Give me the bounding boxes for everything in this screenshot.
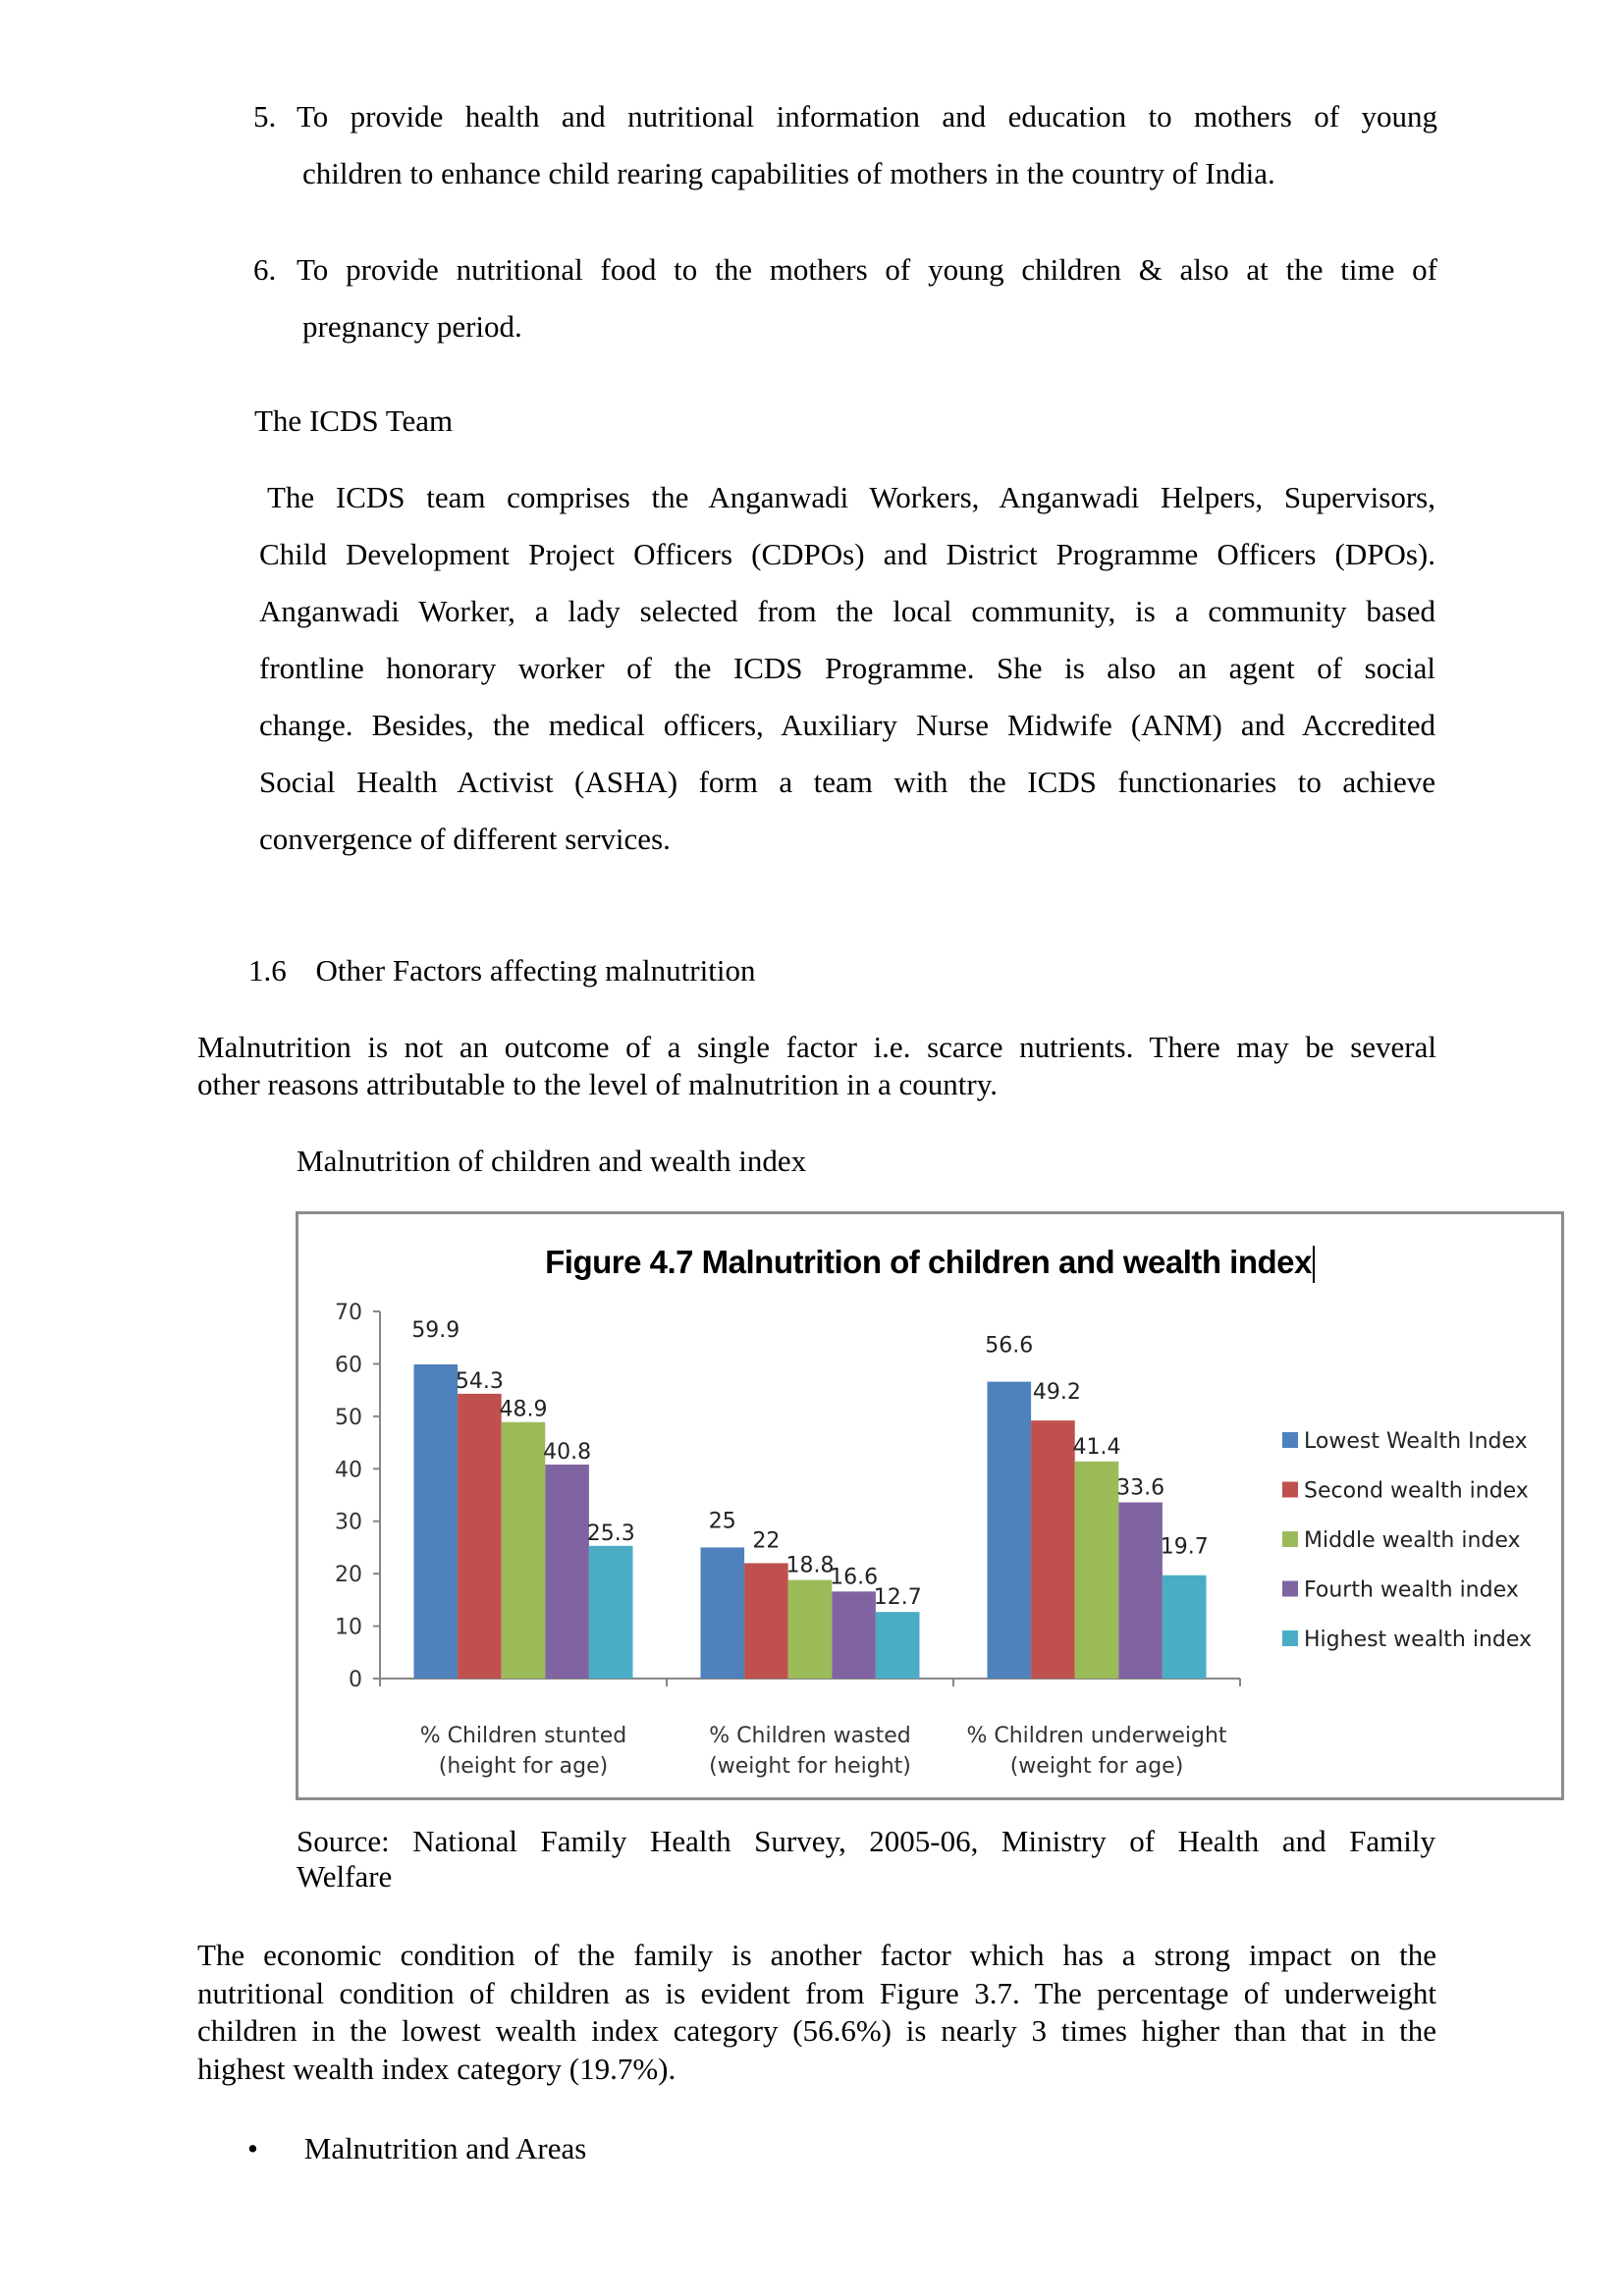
- paragraph-line: convergence of different services.: [259, 822, 671, 856]
- data-label: 12.7: [873, 1585, 922, 1611]
- list-item-6-continued: pregnancy period.: [302, 309, 522, 344]
- paragraph-line: children in the lowest wealth index category (56.6%) is nearly 3 times higher than that in the: [197, 2013, 1436, 2048]
- intro-paragraph: [197, 1029, 1436, 1103]
- list-item-5: [253, 98, 1437, 135]
- section-number: 1.6: [248, 953, 287, 988]
- category-label: % Children underweight: [966, 1724, 1227, 1748]
- data-label: 22: [752, 1528, 781, 1554]
- category-label: % Children wasted: [709, 1724, 911, 1748]
- bar: [458, 1394, 502, 1679]
- y-tick-label: 0: [349, 1668, 362, 1692]
- paragraph-line: frontline honorary worker of the ICDS Programme. She is also an agent of social: [259, 651, 1435, 685]
- bar: [414, 1364, 459, 1679]
- bar: [502, 1422, 546, 1679]
- data-label: 54.3: [455, 1368, 504, 1394]
- bar: [1118, 1502, 1163, 1679]
- paragraph-line: Child Development Project Officers (CDPOs) and District Programme Officers (DPOs).: [259, 537, 1435, 571]
- y-tick-label: 70: [335, 1301, 362, 1325]
- bar: [545, 1465, 589, 1679]
- icds-team-paragraph: [259, 479, 1435, 878]
- bar: [788, 1580, 833, 1679]
- category-label: (height for age): [438, 1754, 609, 1779]
- bullet-item: [247, 2130, 586, 2167]
- y-tick-label: 10: [335, 1615, 362, 1640]
- legend-label: Second wealth index: [1304, 1478, 1529, 1504]
- list-item-6: [253, 251, 1437, 289]
- y-tick-label: 20: [335, 1563, 362, 1588]
- data-label: 40.8: [543, 1440, 592, 1466]
- paragraph-line: other reasons attributable to the level of malnutrition in a country.: [197, 1067, 998, 1101]
- paragraph-line: The economic condition of the family is another factor which has a strong impact on the: [197, 1938, 1436, 1972]
- bar: [701, 1547, 745, 1679]
- y-tick-label: 30: [335, 1510, 362, 1535]
- data-label: 25: [708, 1509, 736, 1534]
- bar: [876, 1612, 920, 1679]
- data-label: 49.2: [1032, 1380, 1081, 1406]
- legend-label: Highest wealth index: [1304, 1628, 1533, 1652]
- bar: [744, 1563, 788, 1679]
- chart-subheading: Malnutrition of children and wealth index: [297, 1144, 807, 1178]
- category-label: (weight for age): [1009, 1754, 1184, 1779]
- data-label: 56.6: [985, 1333, 1034, 1359]
- bullet-text: Malnutrition and Areas: [303, 2131, 587, 2165]
- list-number: 6.: [253, 252, 277, 287]
- paragraph-line: Malnutrition is not an outcome of a single factor i.e. scarce nutrients. There may be several: [197, 1030, 1436, 1064]
- bar: [1163, 1575, 1207, 1679]
- section-title: Other Factors affecting malnutrition: [315, 953, 756, 988]
- bar: [988, 1382, 1032, 1679]
- y-tick-label: 60: [335, 1353, 362, 1378]
- icds-team-heading: The ICDS Team: [254, 403, 454, 438]
- bar: [589, 1546, 633, 1679]
- data-label: 48.9: [499, 1397, 548, 1422]
- y-tick-label: 40: [335, 1458, 362, 1483]
- data-label: 59.9: [411, 1317, 460, 1343]
- paragraph-line: The ICDS team comprises the Anganwadi Workers, Anganwadi Helpers, Supervisors,: [267, 480, 1435, 514]
- data-label: 16.6: [830, 1565, 879, 1590]
- bullet-icon: •: [247, 2131, 258, 2165]
- source-line: Source: National Family Health Survey, 2005-06, Ministry of Health and Family: [297, 1824, 1435, 1858]
- list-number: 5.: [253, 99, 277, 133]
- list-item-5-continued: children to enhance child rearing capabilities of mothers in the country of India.: [302, 156, 1275, 190]
- bar: [1031, 1420, 1075, 1679]
- chart-frame: [296, 1211, 1564, 1800]
- paragraph-line: Anganwadi Worker, a lady selected from the local community, is a community based: [259, 594, 1435, 628]
- section-heading: [248, 952, 755, 989]
- list-text-line: To provide nutritional food to the mothers of young children & also at the time of: [297, 252, 1437, 287]
- y-tick-label: 50: [335, 1405, 362, 1430]
- bar: [832, 1591, 876, 1679]
- data-label: 25.3: [586, 1521, 635, 1546]
- chart-title-text: Figure 4.7 Malnutrition of children and wealth index: [545, 1244, 1312, 1280]
- category-label: % Children stunted: [419, 1724, 627, 1748]
- bar: [1075, 1462, 1119, 1679]
- legend-swatch-icon: [1282, 1630, 1298, 1646]
- figure-source: [297, 1824, 1435, 1895]
- legend-swatch-icon: [1282, 1581, 1298, 1597]
- paragraph-line: change. Besides, the medical officers, Auxiliary Nurse Midwife (ANM) and Accredited: [259, 708, 1435, 742]
- legend-label: Lowest Wealth Index: [1304, 1429, 1528, 1454]
- analysis-paragraph: [197, 1937, 1436, 2088]
- list-text-line: To provide health and nutritional information and education to mothers of young: [297, 99, 1437, 133]
- legend-label: Middle wealth index: [1304, 1528, 1521, 1553]
- paragraph-line: highest wealth index category (19.7%).: [197, 2051, 676, 2086]
- paragraph-line: Social Health Activist (ASHA) form a team with the ICDS functionaries to achieve: [259, 765, 1435, 799]
- category-label: (weight for height): [709, 1754, 911, 1779]
- data-label: 19.7: [1160, 1534, 1209, 1560]
- data-label: 33.6: [1116, 1475, 1165, 1501]
- paragraph-line: nutritional condition of children as is evident from Figure 3.7. The percentage of underweight: [197, 1975, 1436, 2010]
- legend-swatch-icon: [1282, 1432, 1298, 1448]
- source-line: Welfare: [297, 1859, 393, 1894]
- data-label: 18.8: [785, 1553, 835, 1578]
- bar-chart: [298, 1214, 1561, 1797]
- legend-label: Fourth wealth index: [1304, 1577, 1519, 1603]
- legend-swatch-icon: [1282, 1531, 1298, 1547]
- data-label: 41.4: [1072, 1434, 1121, 1460]
- legend-swatch-icon: [1282, 1482, 1298, 1498]
